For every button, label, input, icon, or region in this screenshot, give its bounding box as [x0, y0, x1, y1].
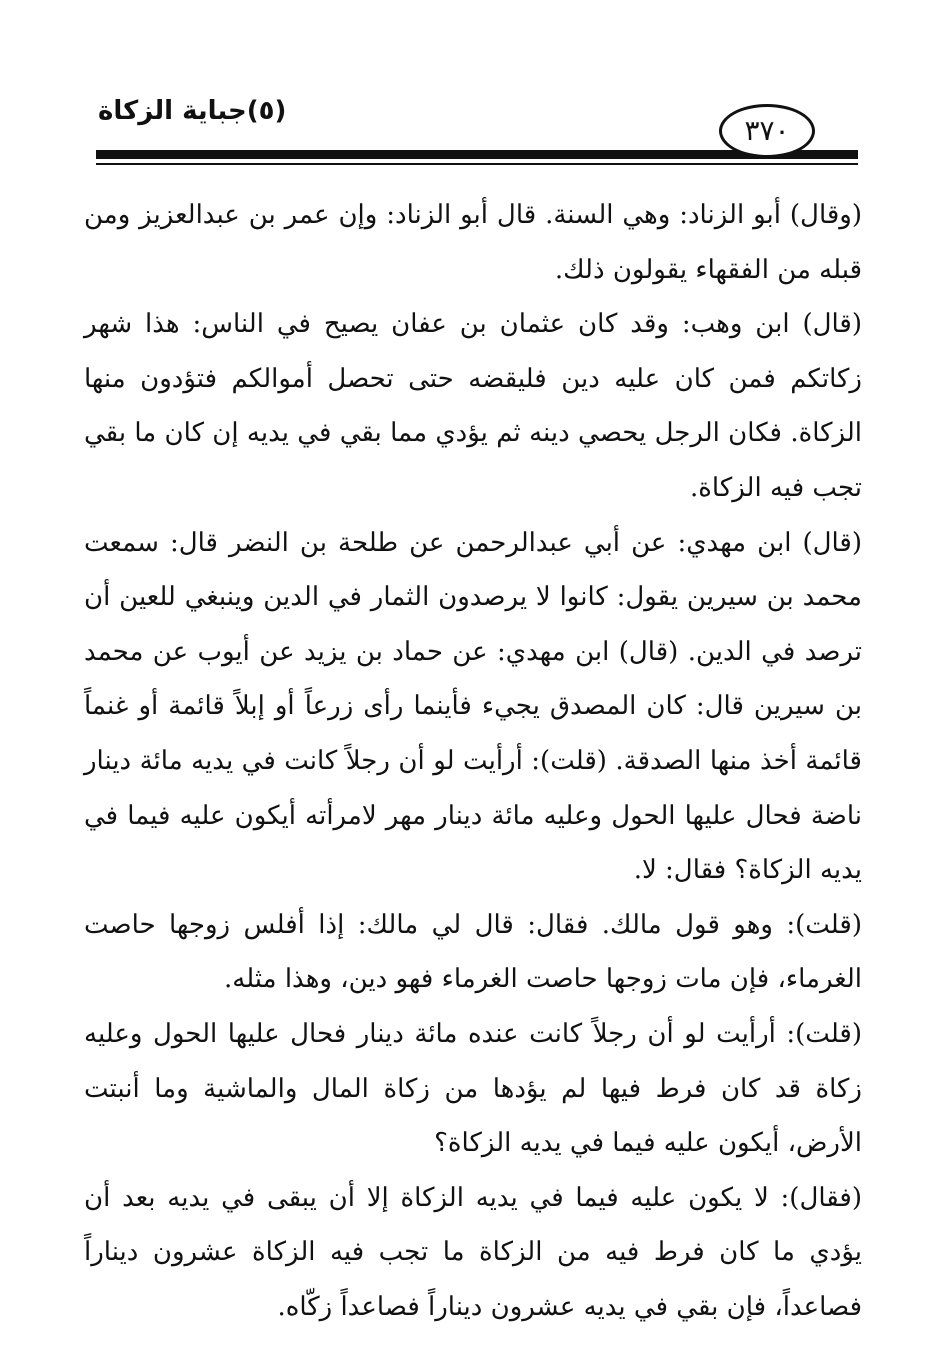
page-header [0, 0, 943, 170]
page-number-oval [719, 104, 815, 158]
header-rule-thin [96, 163, 858, 165]
body-text [84, 188, 862, 1334]
page-number: ٣٧٠ [744, 114, 790, 147]
running-title: (٥)جباية الزكاة [98, 96, 287, 126]
paragraph: (قلت): وهو قول مالك. فقال: قال لي مالك: إذا أفلس زوجها حاصت الغرماء، فإن مات زوجها حاصت الغرماء فهو دين، وهذا مثله. [84, 909, 862, 995]
paragraph: (قال) ابن وهب: وقد كان عثمان بن عفان يصيح في الناس: هذا شهر زكاتكم فمن كان عليه دين فليقضه حتى تحصل أموالكم فتؤدون منها الزكاة. فكان الرجل يحصي دينه ثم يؤدي مما بقي في يديه إن كان ما بقي تجب فيه الزكاة. [84, 309, 862, 503]
paragraph: (وقال) أبو الزناد: وهي السنة. قال أبو الزناد: وإن عمر بن عبدالعزيز ومن قبله من الفقهاء يقولون ذلك. [84, 200, 862, 285]
paragraph: (قلت): أرأيت لو أن رجلاً كانت عنده مائة دينار فحال عليها الحول وعليه زكاة قد كان فرط فيها لم يؤدها من زكاة المال والماشية وما أنبتت الأرض، أيكون عليه فيما في يديه الزكاة؟ [84, 1018, 862, 1159]
paragraph: (فقال): لا يكون عليه فيما في يديه الزكاة إلا أن يبقى في يديه بعد أن يؤدي ما كان فرط فيه من الزكاة ما تجب فيه الزكاة عشرون ديناراً فصاعداً، فإن بقي في يديه عشرون ديناراً فصاعداً زكّاه. [84, 1182, 862, 1322]
paragraph: (قال) ابن مهدي: عن أبي عبدالرحمن عن طلحة بن النضر قال: سمعت محمد بن سيرين يقول: كانوا لا يرصدون الثمار في الدين وينبغي للعين أن ترصد في الدين. (قال) ابن مهدي: عن حماد بن يزيد عن أيوب عن محمد بن سيرين قال: كان المصدق يجيء فأينما رأى زرعاً أو إبلاً قائمة أو غنماً قائمة أخذ منها الصدقة. (قلت): أرأيت لو أن رجلاً كانت في يديه مائة دينار ناضة فحال عليها الحول وعليه مائة دينار مهر لامرأته أيكون عليه فيما في يديه الزكاة؟ فقال: لا. [84, 527, 862, 886]
